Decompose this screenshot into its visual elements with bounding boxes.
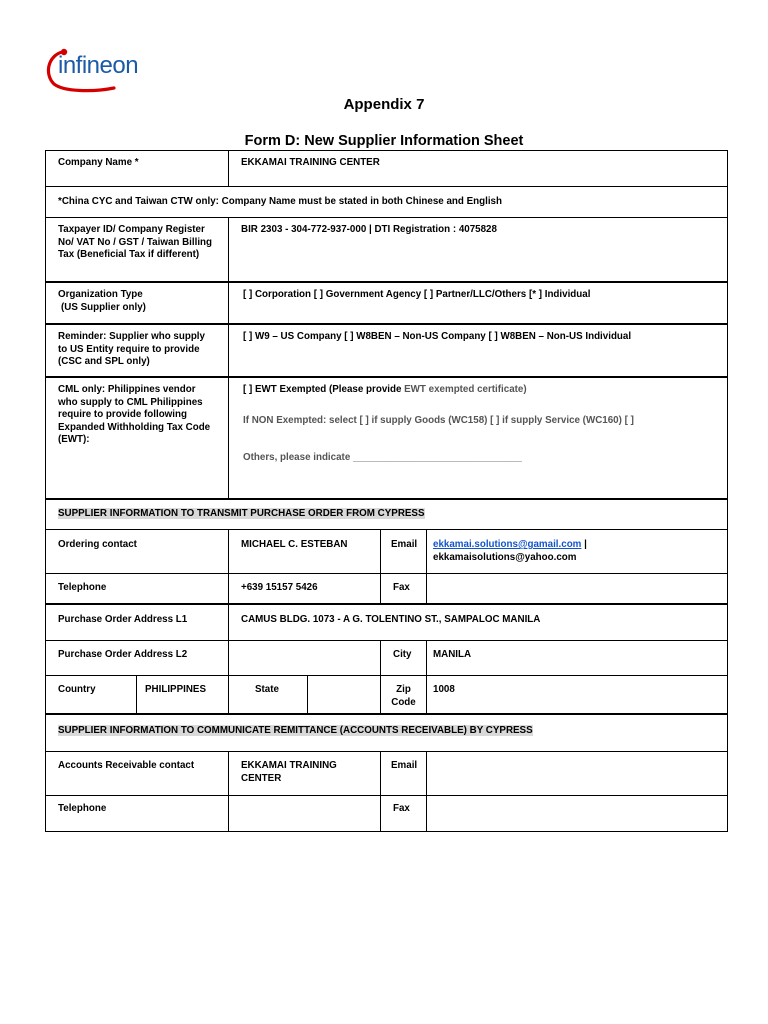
po-address-l1-label: Purchase Order Address L1 — [45, 603, 229, 641]
tax-form-options[interactable]: [ ] W9 – US Company [ ] W8BEN – Non-US Company [ ] W8BEN – Non-US Individual — [228, 323, 728, 377]
ar-email-value[interactable] — [426, 751, 728, 796]
ewt-others-field[interactable]: Others, please indicate _______________________________ — [243, 452, 522, 464]
ar-contact-value[interactable]: EKKAMAI TRAINING CENTER — [228, 751, 381, 796]
ar-email-label: Email — [380, 751, 427, 796]
cml-ewt-label: CML only: Philippines vendor who supply to CML Philippines require to provide following Expanded Withholding Tax Code (EWT): — [45, 376, 229, 499]
country-value[interactable]: PHILIPPINES — [136, 675, 229, 714]
company-name-label: Company Name * — [45, 150, 229, 187]
taxpayer-id-value[interactable]: BIR 2303 - 304-772-937-000 | DTI Registration : 4075828 — [228, 217, 728, 282]
po-address-l2-label: Purchase Order Address L2 — [45, 640, 229, 676]
city-value[interactable]: MANILA — [426, 640, 728, 676]
infineon-logo-text: infineon — [58, 52, 139, 79]
taxpayer-id-label: Taxpayer ID/ Company Register No/ VAT No / GST / Taiwan Billing Tax (Beneficial Tax if different) — [45, 217, 229, 282]
ar-telephone-value[interactable] — [228, 795, 381, 832]
telephone-label: Telephone — [45, 573, 229, 604]
state-value[interactable] — [307, 675, 381, 714]
ar-contact-label: Accounts Receivable contact — [45, 751, 229, 796]
ewt-non-exempted-option[interactable]: If NON Exempted: select [ ] if supply Goods (WC158) [ ] if supply Service (WC160) [ ] — [243, 414, 634, 426]
fax-value[interactable] — [426, 573, 728, 604]
ordering-email-link-1[interactable]: ekkamai.solutions@gamail.com — [433, 539, 582, 550]
china-taiwan-note: *China CYC and Taiwan CTW only: Company Name must be stated in both Chinese and English — [45, 186, 728, 218]
state-label: State — [228, 675, 308, 714]
ar-fax-label: Fax — [380, 795, 427, 832]
reminder-label: Reminder: Supplier who supply to US Entity require to provide (CSC and SPL only) — [45, 323, 229, 377]
country-label: Country — [45, 675, 137, 714]
po-address-l1-value[interactable]: CAMUS BLDG. 1073 - A G. TOLENTINO ST., SAMPALOC MANILA — [228, 603, 728, 641]
supplier-form — [45, 150, 728, 832]
organization-type-options[interactable]: [ ] Corporation [ ] Government Agency [ ] Partner/LLC/Others [* ] Individual — [228, 281, 728, 324]
po-address-l2-value[interactable] — [228, 640, 381, 676]
organization-type-label: Organization Type (US Supplier only) — [45, 281, 229, 324]
ordering-contact-label: Ordering contact — [45, 529, 229, 574]
zip-code-value[interactable]: 1008 — [426, 675, 728, 714]
appendix-title: Appendix 7 — [343, 96, 425, 113]
ordering-email-value[interactable]: ekkamai.solutions@gamail.com | ekkamaisolutions@yahoo.com — [426, 529, 728, 574]
city-label: City — [380, 640, 427, 676]
cml-ewt-options[interactable] — [228, 376, 728, 499]
ewt-exempted-option[interactable]: [ ] EWT Exempted (Please provide EWT exempted certificate) — [243, 384, 527, 395]
form-title: Form D: New Supplier Information Sheet — [244, 133, 524, 149]
ordering-contact-value[interactable]: MICHAEL C. ESTEBAN — [228, 529, 381, 574]
telephone-value[interactable]: +639 15157 5426 — [228, 573, 381, 604]
ar-telephone-label: Telephone — [45, 795, 229, 832]
section-remittance-header: SUPPLIER INFORMATION TO COMMUNICATE REMITTANCE (ACCOUNTS RECEIVABLE) BY CYPRESS — [45, 713, 728, 752]
company-name-value[interactable]: EKKAMAI TRAINING CENTER — [228, 150, 728, 187]
ar-fax-value[interactable] — [426, 795, 728, 832]
zip-code-label: Zip Code — [380, 675, 427, 714]
fax-label: Fax — [380, 573, 427, 604]
ordering-email-2[interactable]: ekkamaisolutions@yahoo.com — [433, 551, 577, 563]
ordering-email-label: Email — [380, 529, 427, 574]
section-purchase-order-header: SUPPLIER INFORMATION TO TRANSMIT PURCHASE ORDER FROM CYPRESS — [45, 498, 728, 530]
